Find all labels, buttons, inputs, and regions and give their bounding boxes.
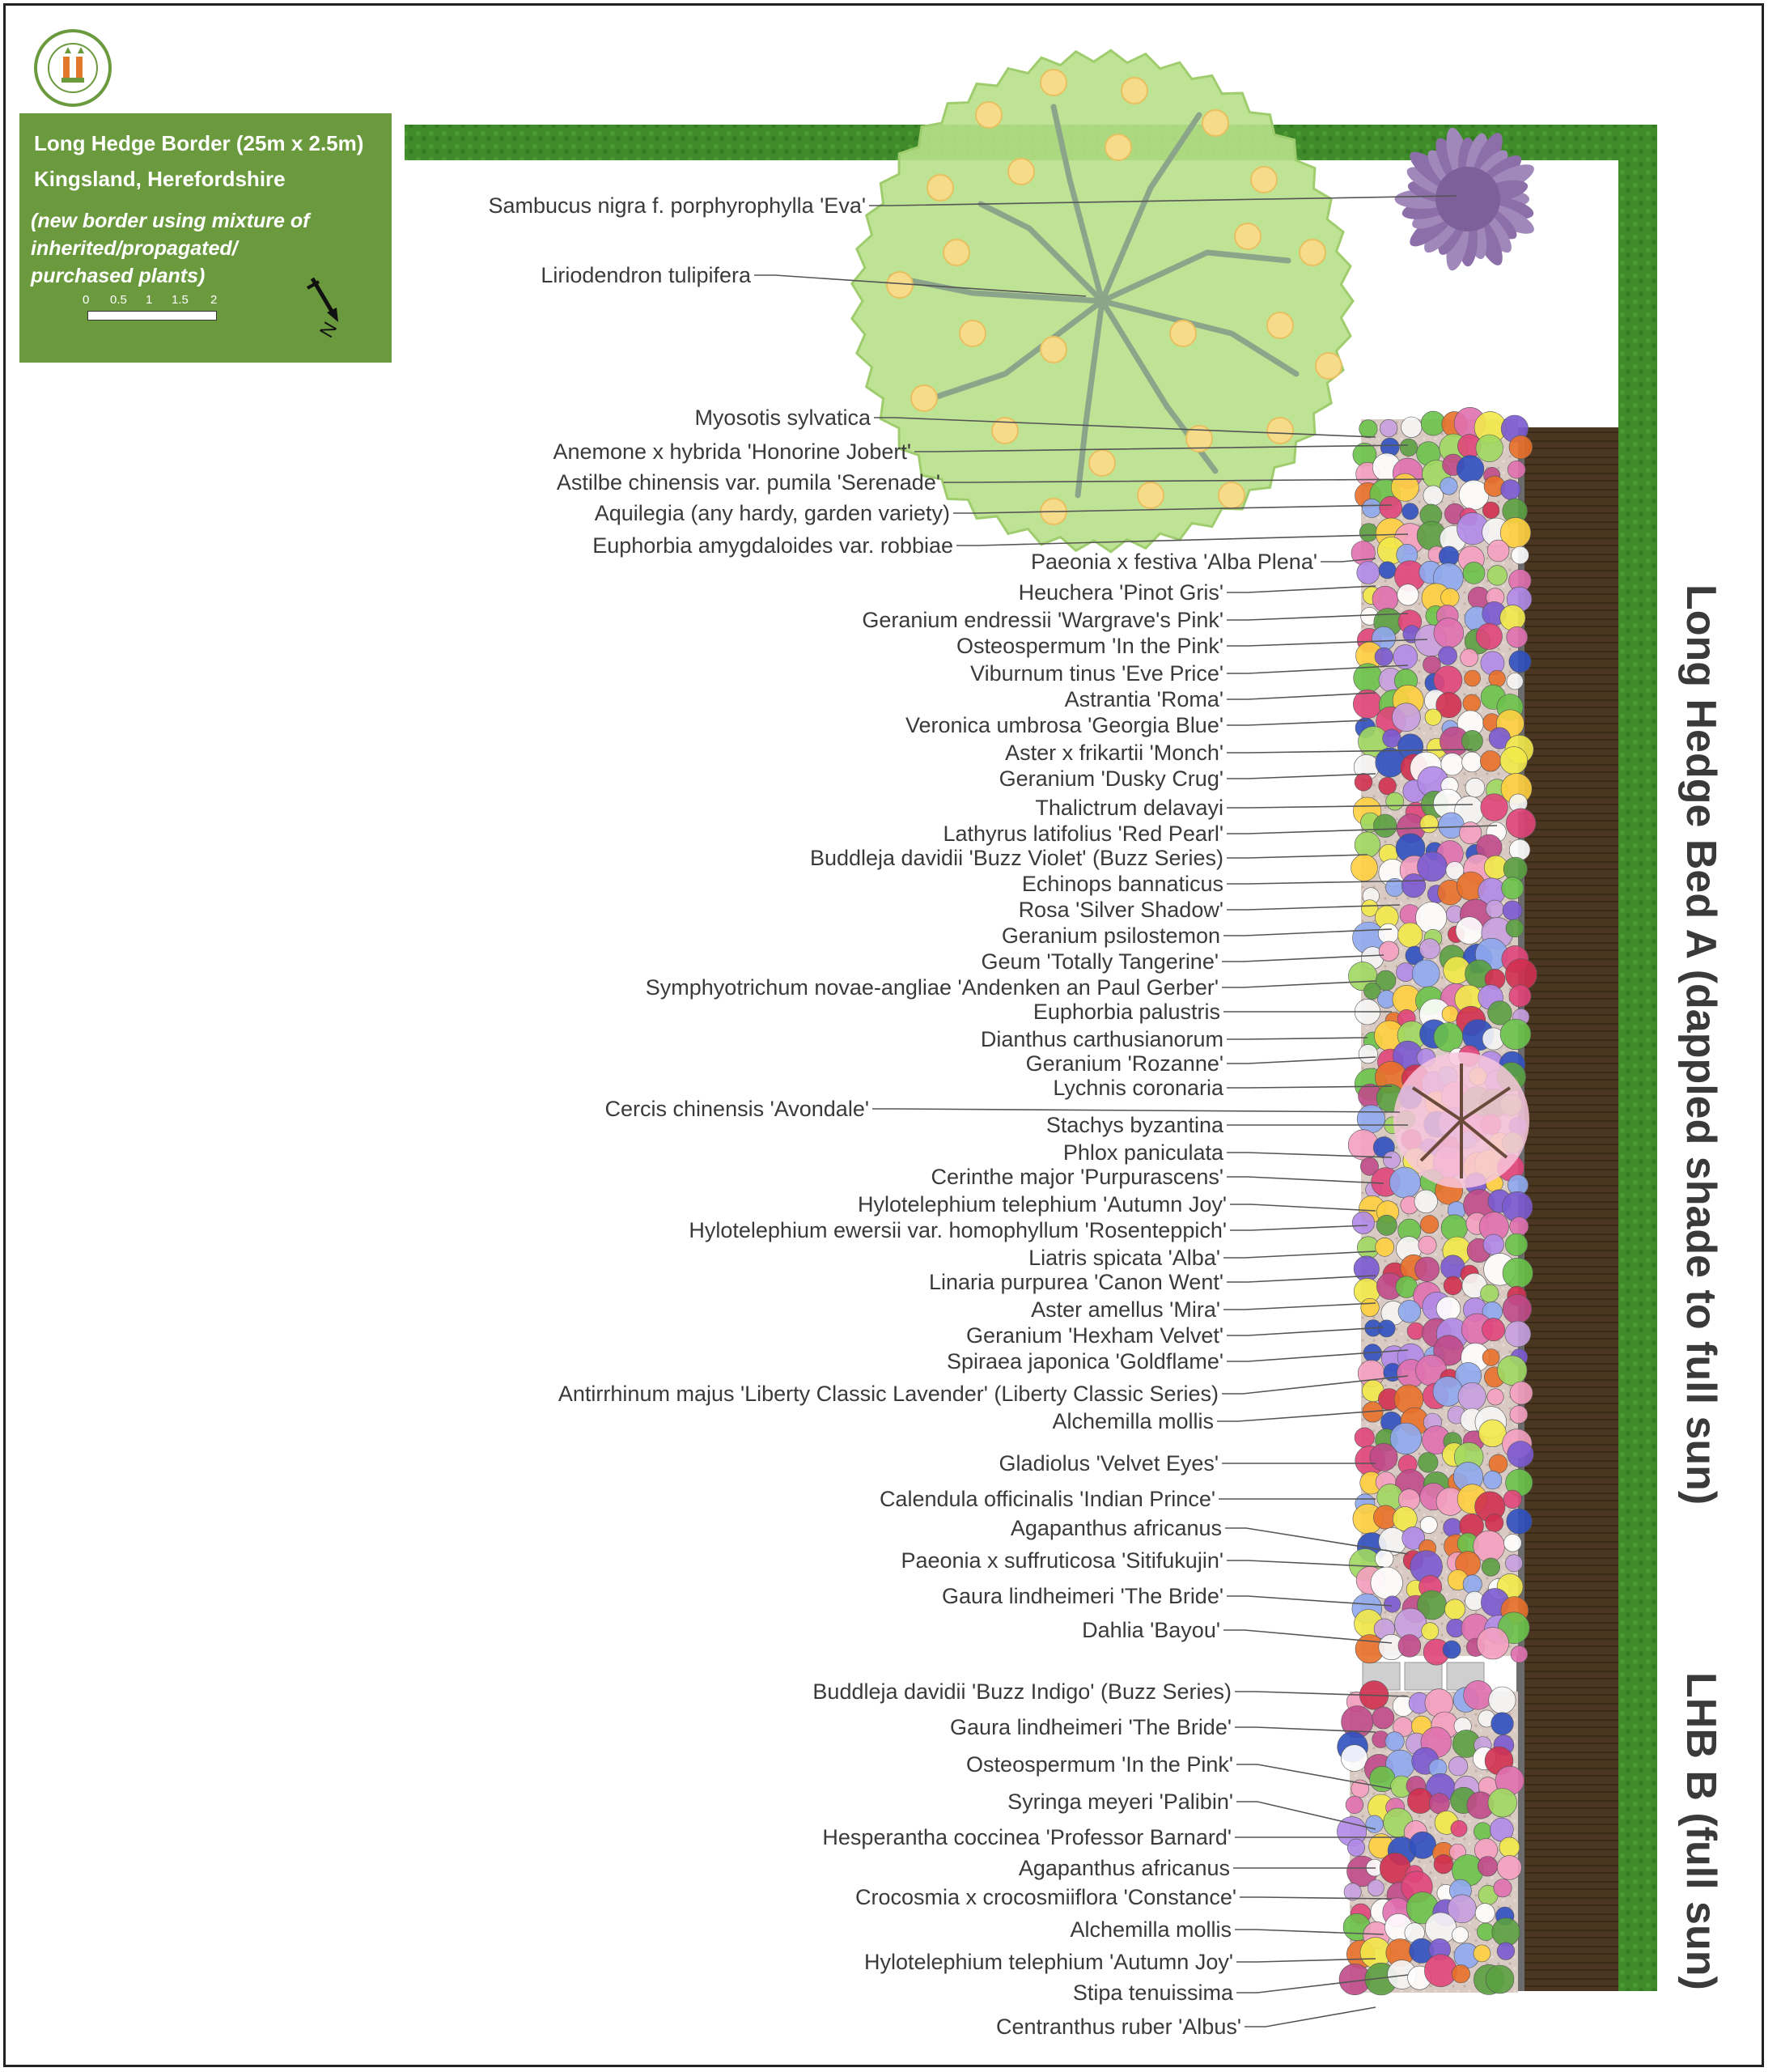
bed-a-plant-label: Myosotis sylvatica	[694, 405, 871, 430]
cercis-tree	[1393, 1052, 1529, 1188]
bed-a-plant-label: Euphorbia palustris	[1033, 1000, 1220, 1024]
tulip-flower	[1316, 353, 1342, 379]
plant-blob	[1380, 419, 1397, 437]
bed-a-plants	[1348, 407, 1537, 1665]
plant-blob	[1510, 1406, 1528, 1424]
plant-blob	[1507, 1441, 1533, 1467]
plant-blob	[1463, 1575, 1482, 1594]
plant-blob	[1420, 1516, 1437, 1533]
leader-line	[1227, 1276, 1376, 1282]
plant-blob	[1462, 752, 1482, 772]
leader-line	[1230, 1204, 1376, 1211]
plant-blob	[1407, 1323, 1424, 1340]
plant-blob	[1497, 1855, 1521, 1879]
plant-blob	[1355, 832, 1380, 858]
plant-blob	[1361, 1298, 1380, 1317]
plant-blob	[1480, 751, 1501, 772]
plant-blob	[1502, 877, 1524, 899]
plant-blob	[1398, 1635, 1421, 1658]
plant-blob	[1434, 1023, 1463, 1052]
bed-a-plant-label: Calendula officinalis 'Indian Prince'	[879, 1487, 1215, 1511]
plant-blob	[1461, 649, 1478, 667]
bed-a-plant-label: Cercis chinensis 'Avondale'	[604, 1097, 869, 1121]
plant-blob	[1482, 1558, 1499, 1576]
plant-blob	[1389, 1167, 1420, 1198]
plant-blob	[1418, 1236, 1436, 1254]
plant-blob	[1500, 747, 1528, 775]
plant-blob	[1363, 499, 1381, 517]
plant-blob	[1491, 1713, 1514, 1735]
plant-blob	[1510, 1382, 1533, 1404]
fence	[1523, 427, 1618, 1991]
plant-blob	[1507, 673, 1523, 690]
plant-blob	[1341, 1745, 1368, 1772]
bed-a-plant-label: Geranium psilostemon	[1001, 923, 1220, 948]
tulip-flower	[944, 240, 969, 265]
plant-blob	[1354, 1256, 1379, 1281]
plant-blob	[1379, 941, 1399, 962]
bed-a-plant-label: Lathyrus latifolius 'Red Pearl'	[943, 822, 1223, 846]
plant-blob	[1474, 1945, 1491, 1962]
plant-blob	[1500, 1019, 1531, 1050]
tulip-flower	[1008, 159, 1034, 185]
plant-blob	[1378, 923, 1398, 944]
bed-a-plant-label: Alchemilla mollis	[1052, 1409, 1214, 1433]
plant-blob	[1397, 584, 1418, 605]
plant-blob	[1476, 435, 1503, 462]
bed-a-plant-label: Geranium 'Rozanne'	[1025, 1051, 1223, 1076]
plant-blob	[1486, 900, 1503, 918]
bed-a-label: Long Hedge Bed A (dappled shade to full sun)	[1677, 584, 1724, 1505]
plant-blob	[1456, 917, 1483, 945]
leader-line	[1227, 1057, 1376, 1064]
plant-blob	[1509, 839, 1530, 860]
plant-blob	[1465, 778, 1485, 797]
bed-a-plant-label: Antirrhinum majus 'Liberty Classic Lavender' (Liberty Classic Series)	[558, 1382, 1219, 1406]
plant-blob	[1509, 435, 1533, 459]
plant-blob	[1400, 439, 1418, 456]
plant-blob	[1507, 1509, 1532, 1534]
bed-b-plant-label: Agapanthus africanus	[1018, 1856, 1230, 1880]
plant-blob	[1419, 939, 1440, 959]
bed-b-plant-label: Syringa meyeri 'Palibin'	[1007, 1790, 1233, 1814]
plant-blob	[1458, 1382, 1486, 1410]
plant-blob	[1355, 1428, 1374, 1447]
bed-a-plant-label: Osteospermum 'In the Pink'	[956, 634, 1223, 658]
plant-blob	[1418, 1453, 1439, 1473]
plant-blob	[1483, 1234, 1504, 1255]
plant-blob	[1386, 792, 1404, 810]
tulip-flower	[1300, 240, 1325, 265]
plant-blob	[1482, 1349, 1499, 1366]
leader-line	[1223, 1251, 1376, 1258]
bed-a-plant-label: Aster amellus 'Mira'	[1031, 1297, 1220, 1322]
tulip-flower	[927, 175, 953, 201]
plant-blob	[1477, 1628, 1508, 1659]
border-title: Long Hedge Border (25m x 2.5m)	[34, 131, 364, 155]
plant-blob	[1489, 1454, 1507, 1473]
plant-blob	[1357, 1105, 1385, 1132]
tulip-flower	[1267, 312, 1293, 338]
plant-blob	[1359, 420, 1377, 438]
border-note: (new border using mixture of inherited/propagated/ purchased plants)	[31, 210, 310, 287]
plant-blob	[1440, 478, 1458, 495]
plant-blob	[1429, 1794, 1449, 1814]
plant-blob	[1422, 1623, 1439, 1640]
plant-blob	[1379, 562, 1396, 579]
plant-blob	[1357, 562, 1380, 584]
plant-blob	[1461, 730, 1482, 751]
plant-blob	[1376, 1238, 1394, 1256]
plant-blob	[1370, 1443, 1397, 1471]
tulip-flower	[1267, 418, 1293, 444]
plant-blob	[1408, 1788, 1433, 1813]
plant-blob	[1402, 503, 1418, 520]
bed-a-plant-label: Astrantia 'Roma'	[1064, 687, 1223, 711]
tulip-flower	[1170, 321, 1196, 346]
plant-blob	[1457, 456, 1484, 483]
plant-blob	[1487, 1389, 1503, 1405]
plant-blob	[1347, 1839, 1364, 1856]
plant-blob	[1384, 1596, 1400, 1612]
plant-blob	[1487, 540, 1509, 562]
plant-blob	[1448, 1756, 1468, 1776]
plant-blob	[1434, 1854, 1453, 1874]
plant-blob	[1424, 1955, 1457, 1987]
plant-blob	[1481, 1284, 1499, 1302]
bed-a-plant-label: Stachys byzantina	[1045, 1113, 1223, 1137]
bed-a-plant-label: Gaura lindheimeri 'The Bride'	[942, 1584, 1223, 1608]
scale-tick: 0	[83, 293, 90, 307]
plant-blob	[1385, 1732, 1404, 1751]
plant-blob	[1444, 1518, 1462, 1537]
plant-blob	[1509, 651, 1531, 673]
leader-line	[1227, 774, 1376, 779]
bed-a-plant-label: Cerinthe major 'Purpurascens'	[931, 1165, 1223, 1189]
bed-a-plant-label: Thalictrum delavayi	[1035, 796, 1223, 820]
plant-blob	[1482, 502, 1499, 519]
plant-blob	[1489, 670, 1506, 687]
plant-blob	[1503, 901, 1522, 920]
plant-blob	[1499, 1837, 1520, 1858]
bed-a-plant-label: Symphyotrichum novae-angliae 'Andenken an Paul Gerber'	[645, 975, 1219, 1000]
plant-blob	[1497, 1942, 1515, 1960]
plant-blob	[1501, 480, 1521, 500]
bed-b-plant-label: Crocosmia x crocosmiiflora 'Constance'	[855, 1885, 1236, 1909]
plant-blob	[1359, 1044, 1377, 1063]
plant-blob	[1486, 1514, 1503, 1531]
bed-a-plant-label: Liatris spicata 'Alba'	[1028, 1246, 1220, 1270]
bed-a-plant-label: Dianthus carthusianorum	[980, 1027, 1223, 1051]
bed-a-plant-label: Spiraea japonica 'Goldflame'	[946, 1349, 1223, 1374]
tulip-flower	[887, 272, 913, 298]
plant-blob	[1373, 814, 1397, 838]
bed-a-plant-label: Dahlia 'Bayou'	[1082, 1618, 1220, 1642]
bed-b-plant-label: Hesperantha coccinea 'Professor Barnard'	[822, 1825, 1232, 1849]
plant-blob	[1481, 794, 1508, 822]
plant-blob	[1359, 524, 1377, 541]
bed-a-plant-label: Buddleja davidii 'Buzz Violet' (Buzz Series)	[809, 846, 1223, 870]
plant-blob	[1463, 694, 1481, 712]
bed-a-plant-label: Paeonia x festiva 'Alba Plena'	[1030, 550, 1317, 574]
bed-a-plant-label: Aquilegia (any hardy, garden variety)	[594, 501, 950, 525]
plant-blob	[1505, 1233, 1528, 1256]
plant-blob	[1436, 1297, 1461, 1321]
plant-blob	[1375, 1550, 1393, 1569]
plant-blob	[1420, 815, 1438, 833]
location: Kingsland, Herefordshire	[34, 167, 286, 191]
plant-blob	[1476, 623, 1502, 649]
plant-blob	[1380, 496, 1402, 519]
bed-a-plant-label: Rosa 'Silver Shadow'	[1018, 898, 1223, 922]
plant-blob	[1442, 1006, 1458, 1022]
bed-b-plant-label: Hylotelephium telephium 'Autumn Joy'	[863, 1950, 1233, 1974]
plant-blob	[1492, 1918, 1520, 1947]
plant-blob	[1372, 586, 1398, 612]
leader-line	[1227, 855, 1368, 858]
plant-blob	[1420, 1216, 1438, 1233]
plant-blob	[1465, 670, 1481, 686]
plant-blob	[1371, 1567, 1403, 1599]
plant-blob	[1498, 1356, 1528, 1386]
plant-blob	[1368, 1880, 1384, 1896]
leader-line	[1227, 720, 1368, 725]
tulip-flower	[1122, 78, 1147, 104]
plant-blob	[1379, 777, 1397, 795]
bed-a-plant-label: Linaria purpurea 'Canon Went'	[928, 1270, 1223, 1294]
bed-a-plant-label: Lychnis coronaria	[1053, 1076, 1223, 1100]
tree-label: Liriodendron tulipifera	[541, 263, 751, 287]
leader-line	[1230, 1225, 1368, 1230]
plant-blob	[1410, 1832, 1436, 1858]
plant-blob	[1482, 1318, 1505, 1341]
plant-blob	[1355, 773, 1372, 791]
plant-blob	[1463, 562, 1485, 584]
leader-line	[1227, 1038, 1368, 1039]
plant-blob	[1507, 461, 1525, 478]
plant-blob	[1494, 1879, 1512, 1897]
plant-blob	[1503, 1490, 1522, 1509]
plant-blob	[1486, 1965, 1514, 1993]
bed-a-plant-label: Geranium 'Dusky Crug'	[999, 766, 1223, 791]
leader-line	[872, 1109, 1400, 1112]
plant-blob	[1376, 748, 1405, 777]
plant-blob	[1439, 647, 1457, 665]
bed-b-label: LHB B (full sun)	[1677, 1672, 1724, 1990]
bed-a-plant-label: Gladiolus 'Velvet Eyes'	[999, 1451, 1219, 1475]
bed-b-plant-label: Gaura lindheimeri 'The Bride'	[950, 1715, 1232, 1739]
plant-blob	[1383, 1152, 1400, 1169]
tulip-flower	[1138, 482, 1164, 508]
plant-blob	[1478, 1857, 1498, 1877]
tree-label: Sambucus nigra f. porphyrophylla 'Eva'	[488, 193, 866, 218]
plant-blob	[1504, 1534, 1522, 1552]
plant-blob	[1452, 1927, 1469, 1943]
tulip-flower	[976, 102, 1002, 128]
tulip-flower	[960, 321, 986, 346]
plant-blob	[1509, 985, 1531, 1007]
plant-blob	[1434, 618, 1464, 648]
plant-blob	[1351, 541, 1375, 565]
bed-b-plant-label: Centranthus ruber 'Albus'	[996, 2015, 1241, 2039]
tulip-flower	[1041, 70, 1066, 96]
bed-a-plant-label: Geranium endressii 'Wargrave's Pink'	[862, 608, 1223, 632]
bed-b-plant-label: Stipa tenuissima	[1072, 1981, 1233, 2005]
leader-line	[1227, 1327, 1384, 1335]
plant-blob	[1444, 1599, 1465, 1620]
bed-a-plant-label: Heuchera 'Pinot Gris'	[1018, 580, 1223, 605]
scale-tick: 2	[210, 293, 218, 307]
bed-b-plant-label: Osteospermum 'In the Pink'	[966, 1752, 1233, 1777]
bed-a-plant-label: Viburnum tinus 'Eve Price'	[970, 661, 1223, 686]
plant-blob	[1443, 1641, 1461, 1658]
plant-blob	[1489, 1687, 1516, 1713]
plant-blob	[1392, 703, 1420, 732]
plant-blob	[1398, 1300, 1421, 1323]
plant-blob	[1414, 1257, 1439, 1281]
plant-blob	[1412, 960, 1440, 987]
tulip-flower	[1235, 223, 1261, 249]
plant-blob	[1506, 809, 1536, 839]
bed-a-plant-label: Anemone x hybrida 'Honorine Jobert'	[553, 439, 911, 464]
plant-blob	[1441, 588, 1460, 607]
plant-blob	[1425, 709, 1441, 725]
bed-a-plant-label: Geum 'Totally Tangerine'	[981, 949, 1219, 974]
bed-a-plant-label: Astilbe chinensis var. pumila 'Serenade'	[556, 470, 940, 495]
bed-b-plant-label: Buddleja davidii 'Buzz Indigo' (Buzz Series)	[812, 1679, 1232, 1704]
plant-blob	[1475, 1904, 1495, 1923]
leader-line	[1223, 1303, 1376, 1310]
north-label: N	[316, 318, 342, 342]
tulip-flower	[1089, 450, 1115, 476]
leader-line	[1227, 1177, 1384, 1183]
plant-blob	[1503, 1258, 1533, 1288]
tulip-flower	[911, 385, 937, 411]
tulip-flower	[1219, 482, 1245, 508]
plant-blob	[1503, 1294, 1532, 1323]
leader-line	[1222, 955, 1384, 962]
plant-blob	[1505, 1321, 1531, 1347]
tulip-flower	[1041, 337, 1066, 363]
bed-a-plant-label: Aster x frikartii 'Monch'	[1005, 741, 1223, 765]
plant-blob	[1346, 1796, 1363, 1814]
plant-blob	[1372, 1707, 1394, 1729]
plant-blob	[1507, 626, 1528, 648]
plant-blob	[1474, 1823, 1491, 1841]
leader-line	[1227, 586, 1376, 592]
bed-a-plant-label: Geranium 'Hexham Velvet'	[966, 1323, 1223, 1348]
plant-blob	[1398, 923, 1423, 947]
plant-blob	[1464, 1680, 1493, 1709]
bed-a-plant-label: Hylotelephium ewersii var. homophyllum 'Rosenteppich'	[689, 1218, 1227, 1242]
bed-a-plant-label: Veronica umbrosa 'Georgia Blue'	[905, 713, 1223, 737]
bed-a-plant-label: Paeonia x suffruticosa 'Sitifukujin'	[901, 1548, 1223, 1573]
plant-blob	[1451, 1820, 1467, 1836]
plant-blob	[1378, 1320, 1395, 1337]
bed-b-plant-label: Alchemilla mollis	[1070, 1917, 1232, 1942]
plant-blob	[1487, 566, 1507, 586]
leader-line	[1227, 693, 1376, 699]
plant-blob	[1511, 1645, 1528, 1662]
tulip-flower	[1105, 134, 1131, 160]
plant-blob	[1401, 874, 1425, 898]
plant-blob	[1505, 1555, 1522, 1572]
tulip-flower	[1202, 110, 1228, 136]
plant-blob	[1483, 1471, 1502, 1489]
scale-tick: 1.5	[172, 293, 189, 307]
right-hedge	[1618, 125, 1657, 1991]
plant-blob	[1351, 855, 1378, 881]
plant-blob	[1510, 1217, 1529, 1236]
bed-a-plant-label: Agapanthus africanus	[1010, 1516, 1222, 1540]
plant-blob	[1479, 1420, 1507, 1447]
leader-line	[1245, 2007, 1376, 2027]
bed-a-plant-label: Echinops bannaticus	[1021, 872, 1223, 896]
plant-blob	[1500, 605, 1525, 631]
plant-blob	[1506, 919, 1524, 937]
plant-blob	[1376, 1215, 1397, 1235]
plant-blob	[1375, 648, 1393, 665]
plant-blob	[1352, 1212, 1374, 1233]
bed-a-plant-label: Euphorbia amygdaloides var. robbiae	[592, 533, 953, 558]
plant-blob	[1366, 1815, 1384, 1833]
plant-blob	[1401, 417, 1423, 438]
plant-blob	[1452, 1965, 1469, 1983]
plant-blob	[1414, 1190, 1438, 1213]
plant-blob	[1488, 1789, 1517, 1818]
plant-blob	[1444, 1276, 1462, 1295]
scale-tick: 1	[146, 293, 153, 307]
tulip-flower	[1251, 167, 1277, 193]
scale-tick: 0.5	[110, 293, 127, 307]
plant-blob	[1433, 1377, 1463, 1407]
plant-blob	[1512, 546, 1529, 564]
bed-a-plant-label: Hylotelephium telephium 'Autumn Joy'	[857, 1192, 1227, 1216]
bed-a-plant-label: Phlox paniculata	[1062, 1140, 1223, 1165]
